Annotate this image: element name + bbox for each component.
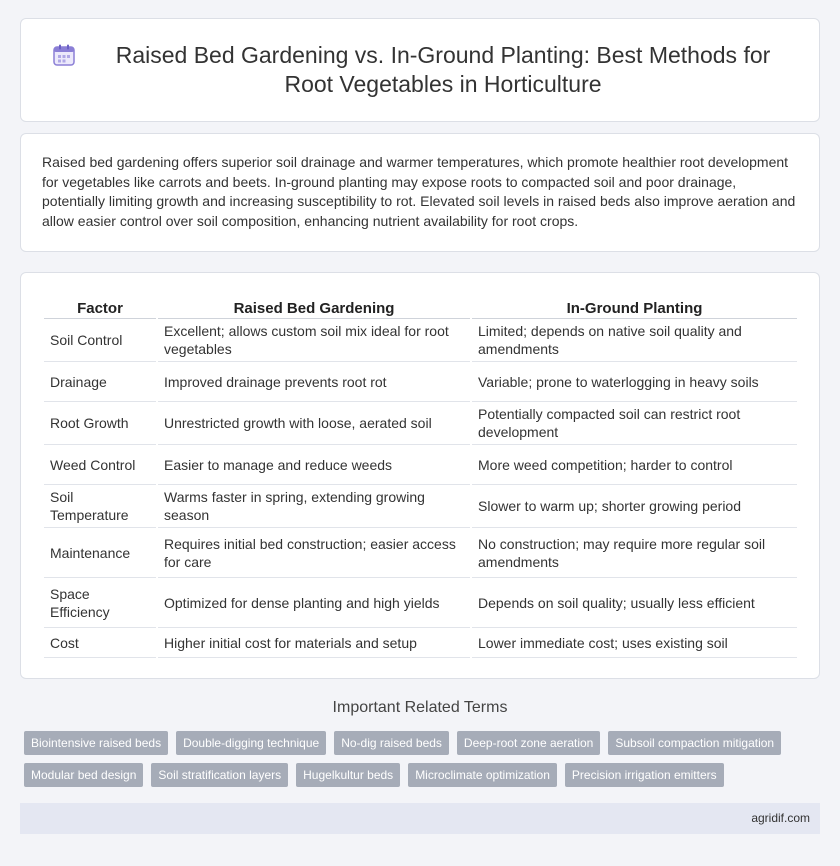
factor-cell: Soil Temperature bbox=[44, 485, 156, 528]
in-ground-cell: More weed competition; harder to control bbox=[472, 445, 797, 485]
related-term-tag[interactable]: Soil stratification layers bbox=[151, 763, 288, 787]
intro-card bbox=[20, 133, 820, 252]
related-term-tag[interactable]: Double-digging technique bbox=[176, 731, 326, 755]
factor-cell: Weed Control bbox=[44, 445, 156, 485]
table-row bbox=[44, 628, 797, 658]
in-ground-cell: No construction; may require more regular soil amendments bbox=[472, 528, 797, 578]
in-ground-cell: Lower immediate cost; uses existing soil bbox=[472, 628, 797, 658]
intro-paragraph: Raised bed gardening offers superior soil drainage and warmer temperatures, which promote healthier root development for vegetables like carrots and beets. In-ground planting may expose roots to compacted soil and poor drainage, potentially limiting growth and increasing susceptibility to rot. Elevated soil levels in raised beds also improve aeration and allow easier control over soil composition, enhancing nutrient availability for root crops. bbox=[42, 154, 796, 229]
in-ground-cell: Variable; prone to waterlogging in heavy soils bbox=[472, 362, 797, 402]
header-factor: Factor bbox=[44, 295, 156, 319]
in-ground-cell: Limited; depends on native soil quality and amendments bbox=[472, 319, 797, 362]
related-term-tag[interactable]: Hugelkultur beds bbox=[296, 763, 400, 787]
factor-cell: Soil Control bbox=[44, 319, 156, 362]
related-term-tag[interactable]: No-dig raised beds bbox=[334, 731, 449, 755]
factor-cell: Root Growth bbox=[44, 402, 156, 445]
header-raised-bed: Raised Bed Gardening bbox=[158, 295, 470, 319]
raised-bed-cell: Higher initial cost for materials and setup bbox=[158, 628, 470, 658]
header-card bbox=[20, 18, 820, 122]
factor-cell: Maintenance bbox=[44, 528, 156, 578]
factor-cell: Drainage bbox=[44, 362, 156, 402]
related-term-tag[interactable]: Subsoil compaction mitigation bbox=[608, 731, 781, 755]
in-ground-cell: Slower to warm up; shorter growing period bbox=[472, 485, 797, 528]
footer-site-link[interactable]: agridif.com bbox=[751, 811, 810, 825]
table-row bbox=[44, 402, 797, 445]
raised-bed-cell: Excellent; allows custom soil mix ideal for root vegetables bbox=[158, 319, 470, 362]
table-row bbox=[44, 445, 797, 485]
table-row bbox=[44, 528, 797, 578]
related-terms-list bbox=[24, 731, 804, 787]
in-ground-cell: Depends on soil quality; usually less efficient bbox=[472, 578, 797, 628]
table-row bbox=[44, 319, 797, 362]
page-title: Raised Bed Gardening vs. In-Ground Planting: Best Methods for Root Vegetables in Horticulture bbox=[115, 42, 771, 97]
footer bbox=[20, 803, 820, 834]
table-header-row bbox=[44, 295, 797, 319]
related-term-tag[interactable]: Biointensive raised beds bbox=[24, 731, 168, 755]
comparison-table bbox=[42, 295, 799, 658]
related-terms-title: Important Related Terms bbox=[332, 699, 508, 716]
related-term-tag[interactable]: Microclimate optimization bbox=[408, 763, 557, 787]
related-term-tag[interactable]: Precision irrigation emitters bbox=[565, 763, 724, 787]
comparison-table-card bbox=[20, 272, 820, 679]
related-term-tag[interactable]: Modular bed design bbox=[24, 763, 143, 787]
table-row bbox=[44, 578, 797, 628]
raised-bed-cell: Warms faster in spring, extending growing season bbox=[158, 485, 470, 528]
raised-bed-cell: Unrestricted growth with loose, aerated soil bbox=[158, 402, 470, 445]
raised-bed-cell: Improved drainage prevents root rot bbox=[158, 362, 470, 402]
calendar-icon bbox=[51, 42, 77, 68]
table-row bbox=[44, 362, 797, 402]
table-row bbox=[44, 485, 797, 528]
raised-bed-cell: Easier to manage and reduce weeds bbox=[158, 445, 470, 485]
factor-cell: Space Efficiency bbox=[44, 578, 156, 628]
raised-bed-cell: Requires initial bed construction; easier access for care bbox=[158, 528, 470, 578]
related-term-tag[interactable]: Deep-root zone aeration bbox=[457, 731, 600, 755]
raised-bed-cell: Optimized for dense planting and high yields bbox=[158, 578, 470, 628]
factor-cell: Cost bbox=[44, 628, 156, 658]
header-in-ground: In-Ground Planting bbox=[472, 295, 797, 319]
in-ground-cell: Potentially compacted soil can restrict root development bbox=[472, 402, 797, 445]
